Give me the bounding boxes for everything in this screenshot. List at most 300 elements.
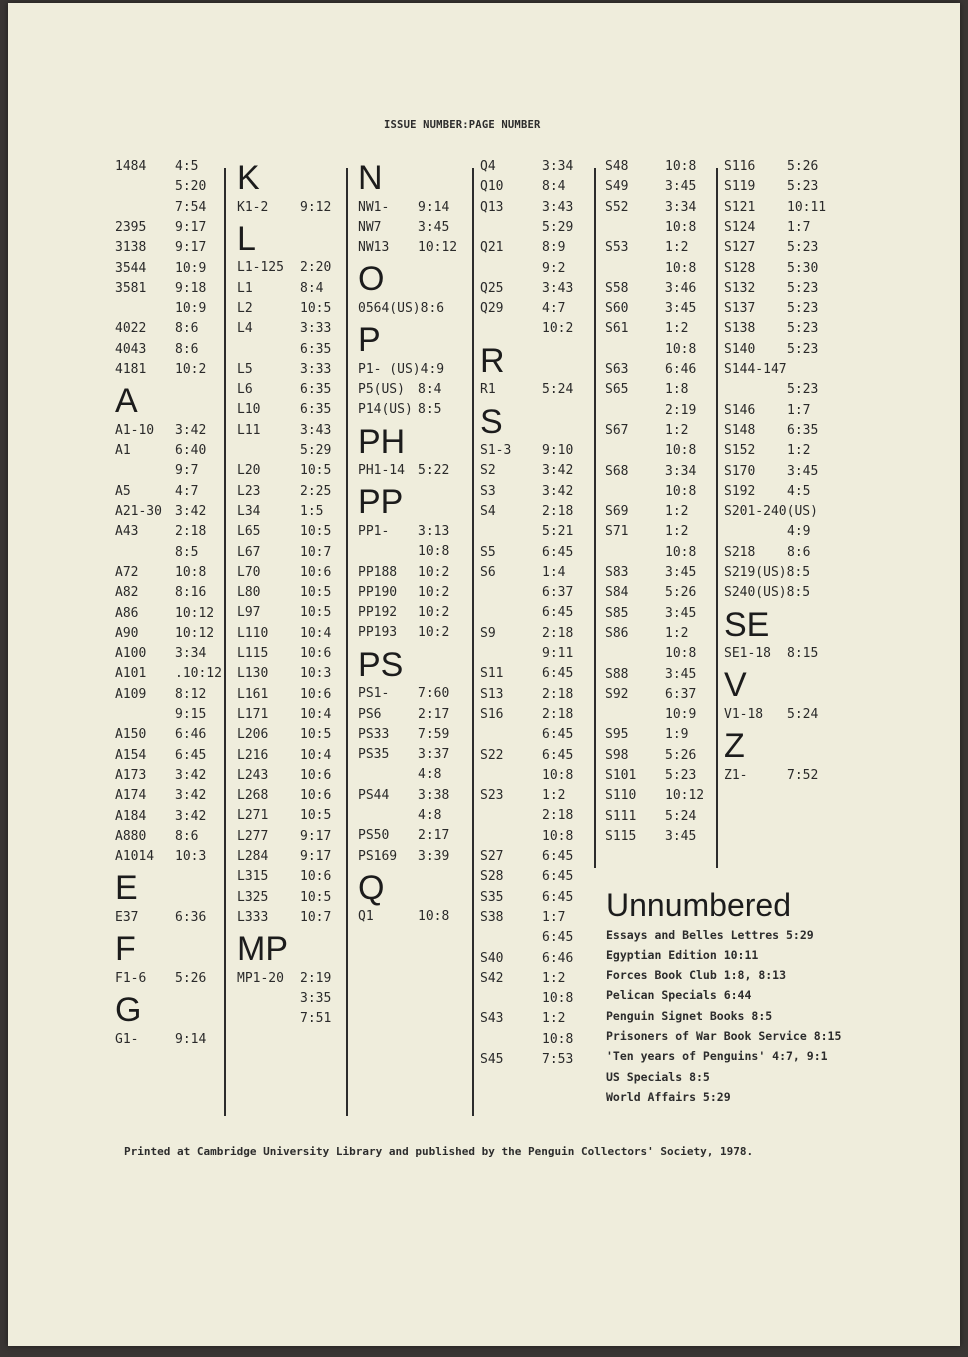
index-entry <box>480 239 566 257</box>
index-entry <box>605 239 689 257</box>
issue-number: S121 <box>724 199 756 215</box>
index-entry <box>605 158 697 176</box>
page-reference: 3:45 <box>665 605 697 621</box>
index-entry <box>237 665 332 683</box>
page-reference: 1:2 <box>542 788 566 804</box>
issue-number: PS44 <box>358 787 390 803</box>
index-entry <box>237 726 332 744</box>
page-reference: 10:5 <box>300 808 332 824</box>
page-reference: 10:9 <box>175 301 207 317</box>
index-entry <box>480 747 574 765</box>
issue-number: S4 <box>480 503 496 519</box>
issue-number: S49 <box>605 179 629 195</box>
index-entry <box>115 341 199 359</box>
section-letter: N <box>358 159 383 197</box>
issue-number: S116 <box>724 159 756 174</box>
index-entry <box>605 422 689 440</box>
page-reference: 10:2 <box>175 362 207 377</box>
page-reference: 6:35 <box>300 341 332 357</box>
section-letter: V <box>724 666 747 705</box>
issue-number: NW1- <box>358 199 390 215</box>
page-reference: 3:38 <box>418 787 450 803</box>
page-reference: 10:2 <box>418 605 450 621</box>
issue-number: S170 <box>724 463 756 479</box>
unnumbered-item: Egyptian Edition 10:11 <box>606 948 759 962</box>
issue-number: S92 <box>605 686 629 702</box>
section-letter: R <box>480 341 505 380</box>
page-reference: 3:42 <box>175 767 207 783</box>
page-reference: 10:8 <box>665 219 697 235</box>
page-reference: 10:8 <box>665 646 697 662</box>
page-reference: 9:15 <box>175 707 207 722</box>
issue-number: S65 <box>605 382 629 398</box>
page-reference: 4:9 <box>787 524 811 540</box>
unnumbered-item: Forces Book Club 1:8, 8:13 <box>606 968 787 982</box>
page-reference: 8:16 <box>175 585 207 601</box>
page-reference: 10:8 <box>665 544 697 560</box>
page-reference: 7:59 <box>418 726 450 742</box>
issue-number: L284 <box>237 849 269 864</box>
section-letter: E <box>115 869 138 908</box>
issue-number: A173 <box>115 767 147 783</box>
issue-number: S137 <box>724 301 756 317</box>
issue-number: S61 <box>605 321 629 337</box>
page-reference: 7:53 <box>542 1052 574 1067</box>
unnumbered-item: US Specials 8:5 <box>606 1070 710 1084</box>
page-reference: 8:4 <box>542 179 566 195</box>
index-entry <box>237 584 332 602</box>
page-reference: 10:6 <box>300 686 332 702</box>
page-reference: 9:11 <box>542 646 574 661</box>
index-entry <box>237 564 332 582</box>
index-entry <box>724 300 819 318</box>
issue-number: Q29 <box>480 301 504 317</box>
page-reference: 6:45 <box>542 666 574 682</box>
issue-number: A72 <box>115 564 139 580</box>
index-entry <box>724 341 819 359</box>
issue-number: PP1- <box>358 523 390 539</box>
page-reference: 7:60 <box>418 686 450 702</box>
issue-number: S86 <box>605 625 629 641</box>
index-entry <box>358 239 458 257</box>
index-entry <box>115 320 199 338</box>
section-letter: SE <box>724 605 770 644</box>
page-heading: ISSUE NUMBER:PAGE NUMBER <box>384 119 541 131</box>
page-reference: 5:29 <box>542 219 574 235</box>
index-entry <box>480 868 574 886</box>
page-reference: 10:7 <box>300 544 332 560</box>
issue-number: S58 <box>605 280 629 296</box>
index-entry <box>724 199 827 217</box>
page-reference: 5:21 <box>542 524 574 540</box>
page-reference: 9:18 <box>175 280 207 296</box>
index-entry <box>724 544 811 562</box>
index-entry <box>605 564 697 582</box>
issue-number: Q10 <box>480 179 504 195</box>
page-reference: 5:24 <box>787 706 819 722</box>
issue-number: G1- <box>115 1031 139 1047</box>
index-entry <box>115 219 207 237</box>
issue-number: S52 <box>605 199 629 215</box>
page-reference: 6:45 <box>175 747 207 763</box>
index-entry <box>724 564 810 582</box>
index-entry <box>480 665 574 683</box>
page-reference: 8:15 <box>787 646 819 662</box>
index-entry <box>115 767 207 785</box>
page-reference: 3:33 <box>300 361 332 377</box>
issue-number: L10 <box>237 402 261 418</box>
index-entry <box>237 909 332 927</box>
index-entry <box>724 706 819 724</box>
index-entry <box>358 219 450 237</box>
page-reference: 6:40 <box>175 443 207 459</box>
index-entry <box>237 523 332 541</box>
issue-number: P5(US) <box>358 382 405 397</box>
page-reference: 10:5 <box>300 463 332 479</box>
index-entry <box>115 239 207 257</box>
index-entry <box>115 828 199 846</box>
issue-number: L80 <box>237 585 261 601</box>
issue-number: L130 <box>237 666 269 682</box>
section-letter: A <box>115 382 138 421</box>
page-reference: 10:5 <box>300 889 332 905</box>
page-reference: 6:45 <box>542 605 574 621</box>
unnumbered-heading: Unnumbered <box>606 887 791 923</box>
index-entry <box>115 970 207 988</box>
index-entry <box>358 361 444 379</box>
issue-number: Q4 <box>480 159 496 174</box>
page-reference: 10:12 <box>418 240 458 256</box>
index-entry <box>115 260 207 278</box>
section-letter: L <box>237 219 256 258</box>
page-reference: 10:5 <box>300 300 332 316</box>
issue-number: L333 <box>237 909 269 925</box>
issue-number: S146 <box>724 402 756 418</box>
index-entry <box>115 523 207 541</box>
issue-number: 4043 <box>115 341 147 357</box>
page-reference: 4:7 <box>175 483 199 499</box>
issue-number: A150 <box>115 727 147 743</box>
column-divider <box>716 168 718 868</box>
issue-number: S192 <box>724 483 756 499</box>
page-reference: 5:23 <box>787 321 819 337</box>
page-reference: 10:12 <box>665 788 705 804</box>
index-entry <box>724 422 819 440</box>
page-reference: 10:2 <box>418 564 450 580</box>
issue-number: L277 <box>237 828 269 844</box>
index-entry <box>115 503 207 521</box>
issue-number: A86 <box>115 605 139 621</box>
issue-number: 4022 <box>115 321 147 337</box>
index-entry <box>605 178 697 196</box>
index-entry <box>605 584 697 602</box>
index-entry <box>237 787 332 805</box>
issue-number: S85 <box>605 605 629 621</box>
index-entry <box>237 259 332 277</box>
index-entry <box>605 787 705 805</box>
index-entry <box>480 625 574 643</box>
section-letter: MP <box>237 930 288 969</box>
index-entry <box>605 726 689 744</box>
page-reference: 5:23 <box>787 382 819 398</box>
page-reference: 4:8 <box>418 767 442 783</box>
issue-number: A880 <box>115 828 147 844</box>
section-letter: S <box>480 402 503 441</box>
page-reference: 3:43 <box>300 422 332 438</box>
page-reference: 3:34 <box>175 646 207 662</box>
issue-number: R1 <box>480 382 496 398</box>
issue-number: MP1-20 <box>237 970 284 986</box>
issue-number: L23 <box>237 483 261 499</box>
page-reference: 5:23 <box>787 341 819 357</box>
issue-number: F1-6 <box>115 970 147 986</box>
issue-number: L67 <box>237 544 261 560</box>
issue-number: L11 <box>237 422 261 438</box>
column-divider <box>472 168 474 1116</box>
page-reference: 1:7 <box>542 909 566 925</box>
issue-number: PH1-14 <box>358 463 405 479</box>
page-reference: 10:6 <box>300 869 332 885</box>
index-entry <box>480 503 574 521</box>
index-entry <box>237 381 332 399</box>
index-entry <box>358 624 450 642</box>
page-reference: 5:26 <box>665 747 697 763</box>
page-reference: 10:3 <box>300 666 332 682</box>
issue-number: 1484 <box>115 159 147 174</box>
page-reference: 8:5 <box>418 402 442 418</box>
issue-number: L70 <box>237 564 261 580</box>
page-reference: 3:34 <box>665 463 697 479</box>
index-entry <box>115 625 215 643</box>
issue-number: S71 <box>605 524 629 540</box>
issue-number: S11 <box>480 666 504 682</box>
index-entry <box>115 1031 207 1049</box>
page-reference: 5:23 <box>787 179 819 195</box>
page-reference: 1:2 <box>665 422 689 438</box>
index-entry <box>724 767 819 785</box>
unnumbered-item: Penguin Signet Books 8:5 <box>606 1009 773 1023</box>
page-reference: 3:43 <box>542 280 574 296</box>
page-reference: 10:8 <box>418 544 450 560</box>
page-reference: 6:45 <box>542 849 574 864</box>
page-reference: 1:7 <box>787 219 811 235</box>
page-reference: 4:5 <box>175 159 199 174</box>
page-reference: 10:5 <box>300 524 332 540</box>
issue-number: S16 <box>480 706 504 722</box>
issue-number: S240(US)8:5 <box>724 585 811 601</box>
index-entry <box>237 300 332 318</box>
issue-number: A1-10 <box>115 422 155 438</box>
issue-number: L110 <box>237 625 269 641</box>
page-reference: 3:42 <box>175 788 207 804</box>
page-reference: 10:9 <box>175 260 207 276</box>
index-entry <box>237 320 332 338</box>
page-reference: 6:35 <box>787 422 819 438</box>
page-reference: 3:33 <box>300 321 332 337</box>
page-reference: 10:6 <box>300 767 332 783</box>
issue-number: A21-30 <box>115 504 162 519</box>
index-entry <box>237 462 332 480</box>
issue-number: A174 <box>115 788 147 804</box>
issue-number: L34 <box>237 503 261 519</box>
index-entry <box>480 848 574 866</box>
index-entry <box>724 219 811 237</box>
page-reference: 3:34 <box>542 159 574 174</box>
index-entry <box>724 280 819 298</box>
index-entry <box>237 828 332 846</box>
issue-number: PP188 <box>358 564 398 580</box>
page-reference: 10:8 <box>665 341 697 357</box>
index-entry <box>237 889 332 907</box>
page-reference: 5:24 <box>665 808 697 824</box>
issue-number: S45 <box>480 1052 504 1067</box>
index-entry <box>115 605 215 623</box>
issue-number: S23 <box>480 788 504 804</box>
issue-number: S148 <box>724 422 756 438</box>
index-entry <box>115 158 199 176</box>
issue-number: L2 <box>237 300 253 316</box>
index-entry <box>480 889 574 907</box>
section-letter: PH <box>358 422 406 461</box>
index-entry <box>605 828 697 846</box>
index-entry <box>480 686 574 704</box>
index-entry <box>605 280 697 298</box>
unnumbered-item: Essays and Belles Lettres 5:29 <box>606 928 814 942</box>
index-entry <box>115 564 207 582</box>
issue-number: V1-18 <box>724 706 764 722</box>
index-entry <box>358 523 450 541</box>
page-reference: 10:8 <box>418 909 450 925</box>
index-entry <box>115 665 222 683</box>
issue-number: E37 <box>115 909 139 925</box>
issue-number: S43 <box>480 1011 504 1027</box>
page-reference: 6:35 <box>300 382 332 398</box>
issue-number: A5 <box>115 483 131 499</box>
page-reference: 6:45 <box>542 930 574 946</box>
index-entry <box>237 848 332 866</box>
index-entry <box>237 604 332 622</box>
issue-number: S5 <box>480 544 496 560</box>
page-reference: 6:35 <box>300 402 332 418</box>
page-reference: 2:20 <box>300 260 332 276</box>
page-reference: 3:45 <box>665 179 697 195</box>
page-reference: 6:45 <box>542 727 574 743</box>
index-entry <box>358 746 450 764</box>
issue-number: Q21 <box>480 240 504 256</box>
page-reference: 1:2 <box>665 321 689 337</box>
page-reference: 9:14 <box>418 199 450 215</box>
issue-number: S67 <box>605 422 629 438</box>
index-entry <box>480 483 574 501</box>
page-reference: 2:18 <box>542 625 574 641</box>
index-entry <box>358 199 450 217</box>
index-entry <box>605 300 697 318</box>
page-reference: 10:4 <box>300 706 332 722</box>
issue-number: S68 <box>605 463 629 479</box>
index-entry <box>605 523 689 541</box>
index-entry <box>724 645 819 663</box>
issue-number: L5 <box>237 361 253 377</box>
page-reference: 10:12 <box>175 625 215 641</box>
issue-number: L1-125 <box>237 260 284 276</box>
index-entry <box>480 280 574 298</box>
page-reference: 1:2 <box>787 443 811 459</box>
issue-number: P14(US) <box>358 402 413 418</box>
page-reference: 8:6 <box>175 321 199 337</box>
page-reference: 7:51 <box>300 1011 332 1027</box>
index-entry <box>480 787 566 805</box>
page-reference: 10:2 <box>418 625 450 641</box>
issue-number: S144-147 <box>724 362 787 377</box>
issue-number: S9 <box>480 625 496 641</box>
page-reference: 1:2 <box>542 1011 566 1027</box>
issue-number: S128 <box>724 260 756 276</box>
index-entry <box>480 300 566 318</box>
page-reference: 5:23 <box>787 301 819 317</box>
page-reference: 5:26 <box>175 970 207 986</box>
issue-number: S84 <box>605 585 629 601</box>
unnumbered-item: World Affairs 5:29 <box>606 1090 731 1104</box>
page-reference: 8:5 <box>175 544 199 560</box>
page-reference: 10:6 <box>300 646 332 661</box>
page-reference: 5:29 <box>300 443 332 458</box>
issue-number: S98 <box>605 747 629 763</box>
issue-number: L315 <box>237 869 269 885</box>
index-entry <box>237 199 332 217</box>
index-entry <box>115 280 207 298</box>
page-reference: 2:18 <box>542 686 574 702</box>
index-entry <box>358 564 450 582</box>
index-entry <box>237 807 332 825</box>
index-entry <box>605 767 697 785</box>
page-reference: 10:8 <box>542 991 574 1007</box>
index-entry <box>237 686 332 704</box>
index-entry <box>724 483 811 501</box>
page-reference: 3:34 <box>665 199 697 215</box>
page-reference: 1:5 <box>300 503 324 519</box>
page-reference: 10:7 <box>300 909 332 925</box>
column-divider <box>346 168 348 1116</box>
issue-number: A184 <box>115 808 147 824</box>
index-entry <box>605 320 689 338</box>
index-entry <box>724 158 819 176</box>
issue-number: L20 <box>237 463 261 479</box>
index-entry <box>605 381 689 399</box>
issue-number: S63 <box>605 362 629 377</box>
section-letter: PP <box>358 483 404 522</box>
index-entry <box>480 544 574 562</box>
page-reference: 10:2 <box>418 584 450 600</box>
index-entry <box>237 747 332 765</box>
index-entry <box>480 1010 566 1028</box>
page-reference: 1:7 <box>787 402 811 418</box>
page-reference: 10:8 <box>175 564 207 580</box>
index-entry <box>605 463 697 481</box>
issue-number: 2395 <box>115 219 147 235</box>
issue-number: S53 <box>605 240 629 256</box>
issue-number: S27 <box>480 849 504 864</box>
column-divider <box>224 168 226 1116</box>
page-reference: 10:5 <box>300 727 332 743</box>
page-reference: 10:5 <box>300 585 332 601</box>
index-entry <box>724 442 811 460</box>
issue-number: PS6 <box>358 706 382 722</box>
page-reference: 10:6 <box>300 788 332 804</box>
index-entry <box>724 463 819 481</box>
index-entry <box>480 199 574 217</box>
index-entry <box>237 361 332 379</box>
page-reference: 4:5 <box>787 483 811 499</box>
